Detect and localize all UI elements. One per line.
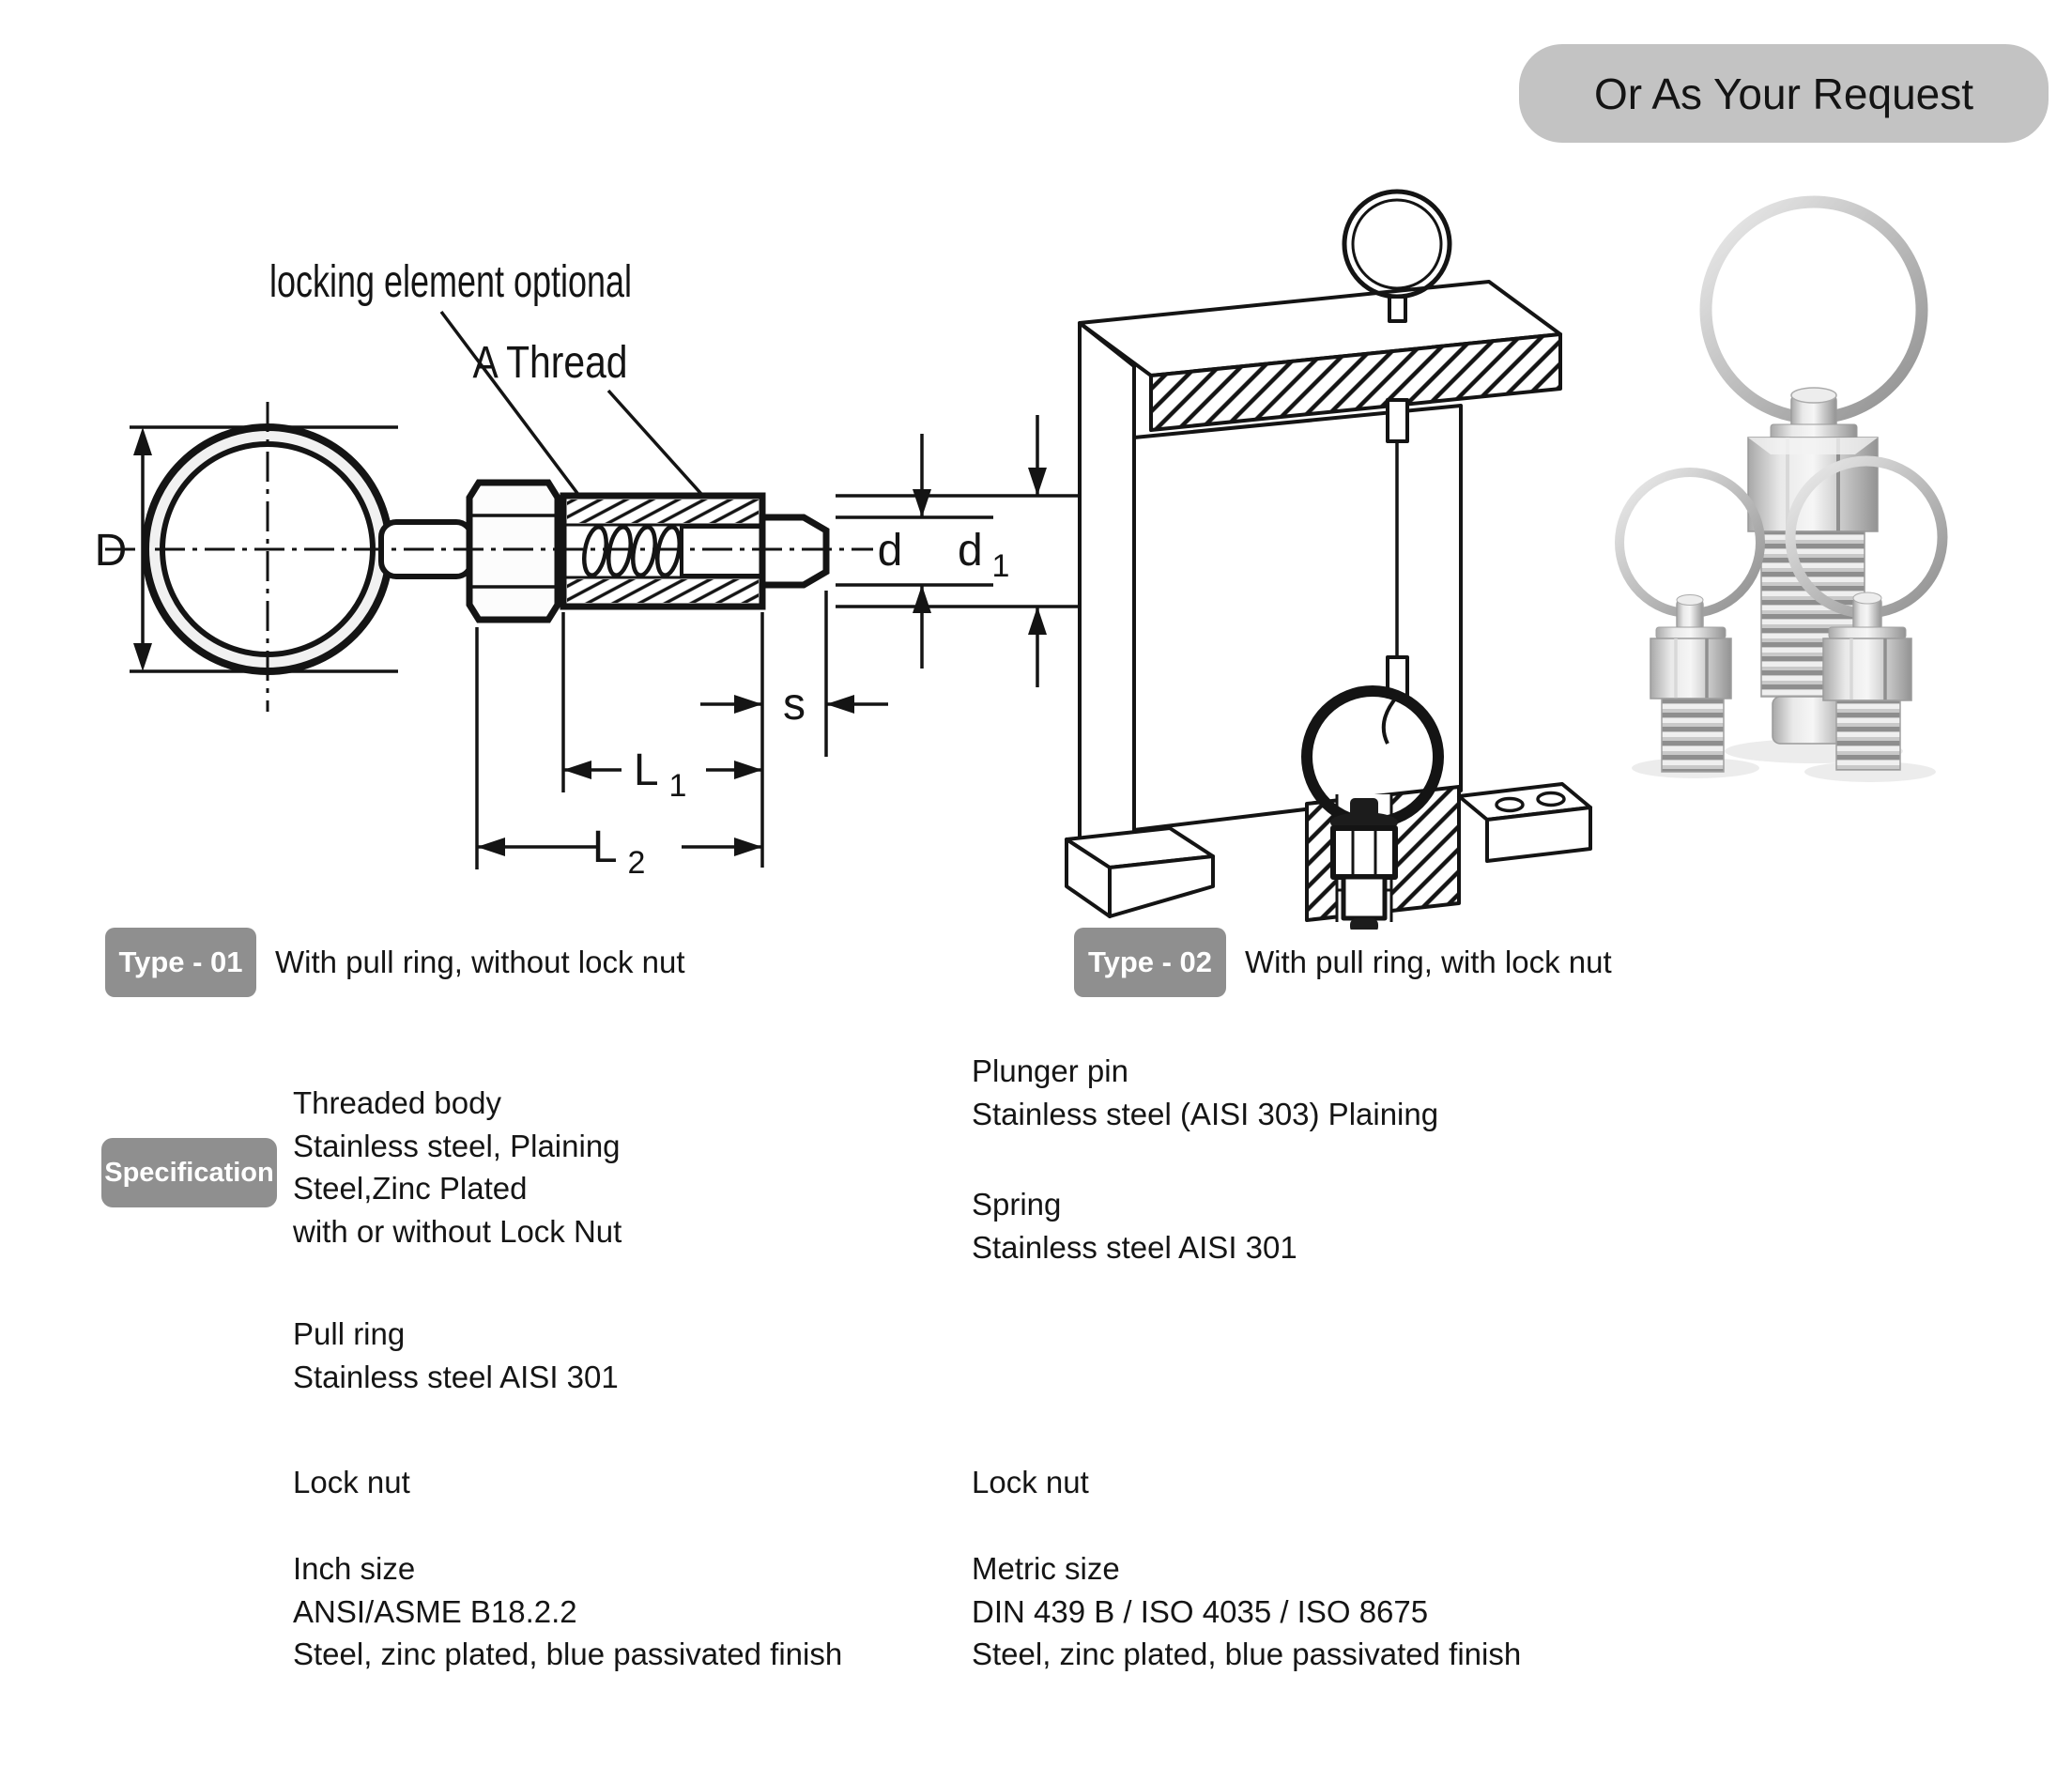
application-drawing [1051, 178, 1596, 930]
spec-line: Spring [972, 1187, 1062, 1222]
dim-s-label: s [783, 680, 806, 730]
product-photo [1587, 141, 2072, 798]
annotation-a-thread: A Thread [472, 338, 628, 388]
spec-right-lock-nut [972, 1461, 1089, 1504]
plunger-body [1343, 877, 1385, 918]
dimension-drawing [56, 169, 1108, 901]
dim-d-label: d [877, 526, 903, 576]
photo-hex-body [1823, 638, 1911, 700]
plunger-hex [1333, 828, 1395, 877]
cable-fitting-top [1388, 400, 1407, 441]
spec-right-metric-size [972, 1547, 1521, 1676]
spec-line: Threaded body [293, 1085, 501, 1120]
spec-line: ANSI/ASME B18.2.2 [293, 1593, 577, 1629]
type-02-description: With pull ring, with lock nut [1245, 945, 1612, 979]
hex-nut-drawing [469, 483, 558, 620]
specification-badge-label: Specification [104, 1157, 274, 1188]
dim-D-label: D [94, 526, 128, 576]
spec-line: Metric size [972, 1551, 1120, 1586]
spec-line: Steel,Zinc Plated [293, 1171, 528, 1206]
type-01-badge [105, 928, 256, 997]
spec-line: Pull ring [293, 1316, 406, 1351]
top-ring [1344, 192, 1450, 297]
spec-line: Stainless steel, Plaining [293, 1128, 621, 1163]
base-foot-front [1110, 856, 1213, 916]
type-01-description: With pull ring, without lock nut [275, 945, 685, 979]
top-ring-inner [1353, 200, 1441, 288]
photo-thread [1836, 700, 1900, 770]
spec-line: Plunger pin [972, 1053, 1128, 1088]
frame-back-panel [1134, 406, 1461, 830]
spec-line: Lock nut [293, 1465, 410, 1499]
specification-badge [101, 1138, 277, 1207]
photo-plunger-left [1619, 472, 1760, 778]
spec-line: Stainless steel (AISI 303) Plaining [972, 1096, 1439, 1131]
dim-d1-label: d 1 [957, 526, 1010, 584]
frame-left-post [1080, 323, 1134, 894]
side-bar-hole [1538, 793, 1564, 806]
photo-pull-ring [1706, 202, 1922, 418]
plunger-nose-drawing [762, 517, 826, 585]
spec-right-plunger-pin [972, 1050, 1438, 1135]
photo-pull-ring [1619, 472, 1760, 613]
spec-left-pull-ring [293, 1313, 619, 1398]
spec-line: with or without Lock Nut [293, 1213, 622, 1249]
dim-L2-label: L 2 [591, 822, 646, 881]
dimension-lines [130, 415, 1091, 869]
request-badge-label: Or As Your Request [1593, 69, 1974, 118]
spec-line: Stainless steel AISI 301 [293, 1359, 619, 1394]
dim-L1-label: L 1 [633, 745, 687, 804]
threaded-body-drawing [563, 496, 762, 607]
side-bar-hole [1496, 799, 1523, 811]
photo-thread [1662, 699, 1724, 772]
annotation-locking-element: locking element optional [269, 257, 632, 307]
type-02-badge [1074, 928, 1226, 997]
spec-line: Stainless steel AISI 301 [972, 1229, 1297, 1265]
spec-line: Lock nut [972, 1465, 1089, 1499]
spec-line: DIN 439 B / ISO 4035 / ISO 8675 [972, 1593, 1429, 1629]
photo-hex-body [1650, 638, 1731, 699]
top-ring-pin [1389, 297, 1405, 321]
spec-line: Inch size [293, 1551, 416, 1586]
spec-right-spring [972, 1183, 1297, 1268]
spec-line: Steel, zinc plated, blue passivated finish [972, 1637, 1522, 1671]
dimension-arrowheads [133, 427, 1047, 856]
spec-left-lock-nut [293, 1461, 410, 1504]
type-02-badge-label: Type - 02 [1087, 945, 1213, 978]
request-badge [1519, 44, 2049, 143]
spec-line: Steel, zinc plated, blue passivated finish [293, 1637, 843, 1671]
spec-left-inch-size [293, 1547, 842, 1676]
type-01-badge-label: Type - 01 [118, 945, 243, 978]
spec-left-threaded-body [293, 1082, 622, 1253]
